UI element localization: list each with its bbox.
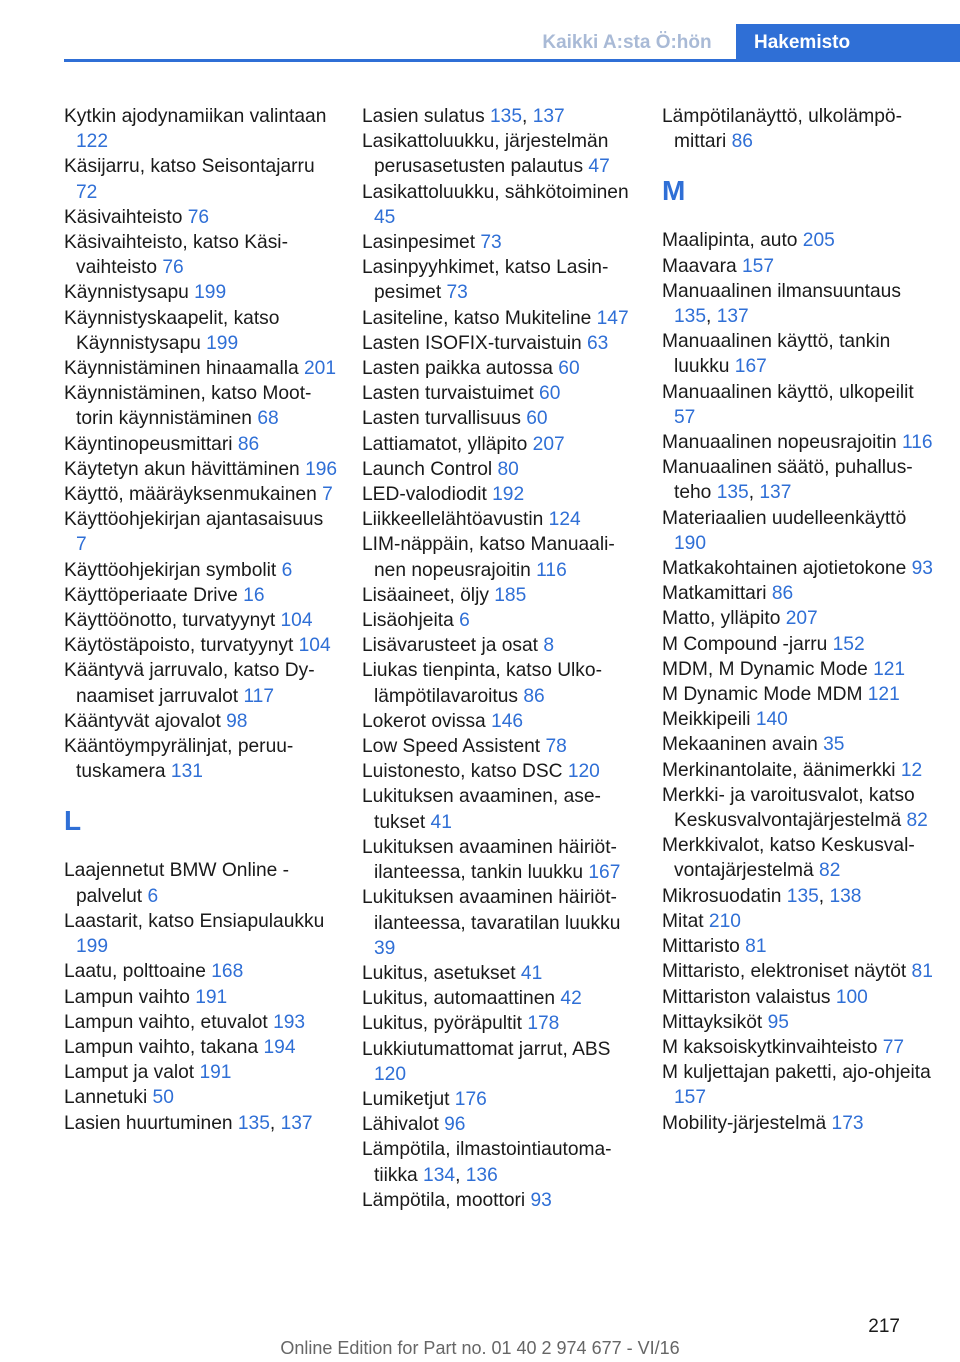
page-ref-link[interactable]: 8 — [543, 635, 554, 657]
page-ref-link[interactable]: 176 — [454, 1088, 487, 1110]
index-entry — [64, 104, 339, 154]
page-ref-link[interactable]: 167 — [588, 862, 621, 884]
index-term: Käynnistäminen, katso Moottorin käynnistäminen — [64, 383, 312, 430]
page-ref-link[interactable]: 6 — [459, 610, 470, 632]
index-entry — [662, 959, 937, 984]
index-term: Lokerot ovissa — [362, 710, 492, 732]
index-term: Matkamittari — [662, 583, 772, 605]
index-term: Lämpötila, ilmastointiautomatiikka — [362, 1139, 612, 1186]
page-ref-link[interactable]: 120 — [567, 761, 600, 783]
page-ref-link[interactable]: 86 — [731, 131, 753, 153]
index-term: Lisävarusteet ja osat — [362, 635, 544, 657]
page-ref-link[interactable]: 98 — [226, 710, 248, 732]
page-ref-link[interactable]: 76 — [162, 257, 184, 279]
index-term: Low Speed Assistent — [362, 736, 546, 758]
page-ref-link[interactable]: 7 — [76, 534, 87, 556]
index-term: Käynnistäminen hinaamalla — [64, 358, 304, 380]
page-ref-link[interactable]: 167 — [734, 356, 767, 378]
page-ref-link[interactable]: 117 — [243, 685, 275, 707]
page-ref-link[interactable]: 135 — [716, 482, 749, 504]
index-term: Merkkivalot, katso Keskusvalvontajärjestelmä — [662, 835, 915, 882]
page-ref-link[interactable]: 6 — [147, 885, 159, 907]
page-ref-link[interactable]: 80 — [497, 458, 519, 480]
index-entry — [64, 457, 339, 482]
index-term: Luistonesto, katso DSC — [362, 761, 568, 783]
index-term: Mobility-järjestelmä — [662, 1112, 832, 1134]
index-entry — [662, 682, 937, 707]
page-ref-link[interactable]: 135 — [786, 885, 819, 907]
index-entry — [362, 709, 637, 734]
index-entry — [362, 835, 637, 885]
index-entry — [362, 432, 637, 457]
page-ref-link[interactable]: 207 — [785, 608, 818, 630]
index-term: M Compound -jarru — [662, 633, 833, 655]
section-title: Kaikki A:sta Ö:hön — [542, 32, 712, 53]
index-entry — [362, 633, 637, 658]
index-term: Lasten ISOFIX-turvaistuin — [362, 332, 588, 354]
page-ref-link[interactable]: 152 — [832, 633, 865, 655]
page-ref-link[interactable]: 93 — [530, 1189, 552, 1211]
page-ref-link[interactable]: 72 — [76, 181, 98, 203]
index-entry — [64, 1085, 339, 1110]
page-ref-link[interactable]: 193 — [273, 1011, 306, 1033]
page-ref-link[interactable]: 146 — [491, 710, 524, 732]
index-term: Käyttöohjekirjan ajantasaisuus — [64, 509, 324, 531]
page-ref-link[interactable]: 95 — [767, 1011, 789, 1033]
index-entry — [64, 1010, 339, 1035]
page-ref-link[interactable]: 39 — [374, 937, 396, 959]
index-term: Materiaalien uudelleenkäyttö — [662, 507, 907, 529]
index-column-2 — [362, 104, 637, 1213]
index-term: Käsijarru, katso Seisontajarru — [64, 156, 315, 178]
index-entry — [362, 532, 637, 582]
index-term: Liikkeellelähtöavustin — [362, 509, 549, 531]
index-term: LIM-näppäin, katso Manuaalinen nopeusrajoitin — [362, 534, 615, 581]
page-ref-link[interactable]: 137 — [759, 482, 792, 504]
index-entry — [362, 1011, 637, 1036]
index-term: Lampun vaihto, takana — [64, 1036, 264, 1058]
index-term: Mittaristo — [662, 936, 746, 958]
index-entry — [362, 406, 637, 431]
page-ref-link[interactable]: 93 — [911, 558, 933, 580]
index-entry — [362, 784, 637, 834]
index-entry — [662, 1111, 937, 1136]
index-term: Käyttöohjekirjan symbolit — [64, 559, 282, 581]
index-term: Lasinpesimet — [362, 232, 481, 254]
index-entry — [362, 1112, 637, 1137]
index-term: Lukituksen avaaminen häiriötilanteessa, tavaratilan luukku — [362, 887, 621, 934]
index-term: Kytkin ajodynamiikan valintaan — [64, 106, 327, 127]
index-entry — [662, 581, 937, 606]
index-entry — [662, 104, 937, 154]
index-entry — [64, 909, 339, 959]
page-ref-link[interactable]: 140 — [755, 709, 788, 731]
index-term: M kaksoiskytkinvaihteisto — [662, 1036, 883, 1058]
index-term: Laajennetut BMW Online -palvelut — [64, 860, 290, 907]
index-term: Lukitus, pyöräpultit — [362, 1013, 528, 1035]
page-ref-link[interactable]: 135 — [674, 306, 707, 328]
index-entry — [64, 306, 339, 356]
index-entry — [362, 734, 637, 759]
index-term: MDM, M Dynamic Mode — [662, 658, 874, 680]
index-entry — [64, 985, 339, 1010]
index-entry — [362, 507, 637, 532]
index-term: Lumiketjut — [362, 1088, 455, 1110]
index-term: Käynnistysapu — [64, 282, 195, 304]
page-ref-link[interactable]: 137 — [280, 1112, 313, 1134]
page-ref-link[interactable]: 45 — [374, 206, 396, 228]
page-ref-link[interactable]: 207 — [532, 433, 565, 455]
page-ref-link[interactable]: 104 — [280, 610, 313, 632]
index-entry — [64, 709, 339, 734]
page-ref-link[interactable]: 131 — [170, 761, 203, 783]
index-term: Käyttö, määräyksenmukainen — [64, 484, 323, 506]
index-entry — [662, 985, 937, 1010]
index-entry — [362, 885, 637, 961]
index-term: Lukituksen avaaminen, asetukset — [362, 786, 601, 833]
index-entry — [362, 482, 637, 507]
index-term: Lukituksen avaaminen häiriötilanteessa, tankin luukku — [362, 836, 617, 884]
index-entry — [662, 657, 937, 682]
index-term: Manuaalinen nopeusrajoitin — [662, 432, 903, 454]
page-ref-link[interactable]: 137 — [716, 306, 749, 328]
index-entry: Lämpötila, ilmastointiautomatiikka 134, 136 — [362, 1139, 612, 1186]
page-ref-link[interactable]: 68 — [257, 408, 279, 430]
page-ref-link[interactable]: 12 — [900, 759, 923, 781]
index-entry — [662, 783, 937, 833]
index-entry — [64, 1035, 339, 1060]
page-ref-link[interactable]: 82 — [819, 860, 841, 882]
page-ref-link[interactable]: 41 — [430, 811, 452, 833]
page-ref-link[interactable]: 7 — [322, 484, 333, 506]
index-term: Manuaalinen säätö, puhallusteho — [662, 457, 913, 504]
index-entry — [362, 583, 637, 608]
index-term: Liukas tienpinta, katso Ulkolämpötilavaroitus — [362, 660, 602, 707]
index-entry — [362, 759, 637, 784]
index-term: Lasiteline, katso Mukiteline — [362, 307, 597, 329]
page-ref-link[interactable]: 121 — [867, 684, 900, 706]
page-ref-link[interactable]: 135 — [237, 1112, 270, 1134]
index-entry — [662, 732, 937, 757]
index-entry — [64, 633, 339, 658]
index-term: Merkki- ja varoitusvalot, katso Keskusvalvontajärjestelmä — [662, 784, 915, 832]
index-term: Maavara — [662, 255, 742, 277]
index-entry — [64, 482, 339, 507]
index-entry — [662, 1010, 937, 1035]
index-term: Käyttöperiaate Drive — [64, 584, 244, 606]
index-column-3 — [662, 104, 937, 1136]
page-ref-link[interactable]: 137 — [532, 106, 565, 127]
index-entry: Manuaalinen ilmansuuntaus 135, 137 — [662, 280, 901, 328]
page-ref-link[interactable]: 190 — [674, 532, 707, 554]
page-ref-link[interactable]: 192 — [492, 484, 525, 506]
page-ref-link[interactable]: 185 — [494, 584, 527, 606]
index-term: Maalipinta, auto — [662, 230, 803, 252]
index-entry — [662, 430, 937, 455]
page-ref-link[interactable]: 157 — [674, 1087, 707, 1109]
index-entry — [64, 381, 339, 431]
index-term: Mittaristo, elektroniset näytöt — [662, 961, 912, 983]
page-ref-link[interactable]: 76 — [187, 206, 210, 228]
index-term: M kuljettajan paketti, ajo-ohjeita — [662, 1062, 931, 1084]
page-ref-link[interactable]: 134 — [423, 1164, 456, 1186]
index-entry — [64, 154, 339, 204]
page-ref-link[interactable]: 138 — [829, 885, 862, 907]
page-ref-link[interactable]: 104 — [298, 635, 331, 657]
index-term: Manuaalinen käyttö, tankin luukku — [662, 331, 891, 378]
index-term: Lamput ja valot — [64, 1062, 200, 1084]
index-entry — [362, 1087, 637, 1112]
index-term: Lannetuki — [64, 1087, 153, 1109]
page-ref-link[interactable]: 60 — [526, 408, 548, 430]
index-term: Mittariston valaistus — [662, 986, 836, 1008]
index-entry — [362, 356, 637, 381]
index-term: Käynnistyskaapelit, katso Käynnistysapu — [64, 307, 280, 354]
index-entry — [362, 129, 637, 179]
page-ref-link[interactable]: 121 — [873, 658, 906, 680]
index-entry — [662, 707, 937, 732]
index-entry: Manuaalinen säätö, puhallusteho 135, 137 — [662, 457, 913, 504]
index-term: Manuaalinen käyttö, ulkopeilit — [662, 381, 914, 403]
page-ref-link[interactable]: 201 — [303, 358, 336, 380]
index-term: Kääntyvät ajovalot — [64, 710, 227, 732]
index-term: Käyntinopeusmittari — [64, 433, 238, 455]
index-entry — [662, 833, 937, 883]
index-entry — [662, 632, 937, 657]
index-column-1 — [64, 104, 339, 1136]
index-term: M Dynamic Mode MDM — [662, 684, 868, 706]
index-term: Lukitus, asetukset — [362, 962, 521, 984]
index-entry — [362, 961, 637, 986]
page-ref-link[interactable]: 60 — [558, 358, 580, 380]
index-term: Käytöstäpoisto, turvatyynyt — [64, 635, 299, 657]
page-ref-link[interactable]: 73 — [446, 282, 468, 304]
page-ref-link[interactable]: 168 — [211, 961, 244, 983]
page-ref-link[interactable]: 82 — [906, 810, 928, 832]
index-term: Kääntyvä jarruvalo, katso Dynaamiset jarruvalot — [64, 660, 315, 707]
index-term: Lasien huurtuminen — [64, 1112, 238, 1134]
index-entry — [64, 858, 339, 908]
index-term: Käytetyn akun hävittäminen — [64, 458, 306, 480]
index-entry — [662, 254, 937, 279]
index-term: Lähivalot — [362, 1114, 445, 1136]
page-ref-link[interactable]: 77 — [882, 1036, 905, 1058]
page-ref-link[interactable]: 178 — [527, 1013, 560, 1035]
page-ref-link[interactable]: 199 — [76, 936, 109, 958]
index-term: Lasten turvallisuus — [362, 408, 527, 430]
index-entry — [662, 228, 937, 253]
index-term: Lasikattoluukku, sähkötoiminen — [362, 181, 629, 203]
index-entry — [662, 556, 937, 581]
page-ref-link[interactable]: 81 — [745, 936, 767, 958]
index-entry — [662, 506, 937, 556]
index-entry — [64, 280, 339, 305]
index-term: Manuaalinen ilmansuuntaus — [662, 280, 901, 302]
index-entry — [64, 959, 339, 984]
index-term: Mikrosuodatin — [662, 885, 787, 907]
page-ref-link[interactable]: 42 — [560, 988, 582, 1010]
edition-footer: Online Edition for Part no. 01 40 2 974 677 - VI/16 — [280, 1338, 680, 1358]
index-entry — [662, 1035, 937, 1060]
index-entry — [662, 329, 937, 379]
index-entry — [362, 230, 637, 255]
page-ref-link[interactable]: 78 — [545, 736, 567, 758]
index-entry — [362, 608, 637, 633]
page-ref-link[interactable]: 100 — [835, 986, 868, 1008]
index-entry — [362, 331, 637, 356]
index-entry — [64, 356, 339, 381]
page-ref-link[interactable]: 81 — [911, 961, 933, 983]
page-number: 217 — [868, 1316, 900, 1337]
index-entry — [362, 1037, 637, 1087]
index-letter-heading: L — [64, 805, 82, 837]
page-ref-link[interactable]: 199 — [194, 282, 227, 304]
index-term: Lukitus, automaattinen — [362, 988, 561, 1010]
index-entry — [64, 230, 339, 280]
index-entry — [64, 558, 339, 583]
index-entry — [362, 180, 637, 230]
page-ref-link[interactable]: 147 — [596, 307, 629, 329]
index-term: Käsivaihteisto, katso Käsivaihteisto — [64, 232, 288, 279]
page-ref-link[interactable]: 35 — [823, 734, 845, 756]
page-ref-link[interactable]: 50 — [152, 1087, 174, 1109]
index-entry — [362, 457, 637, 482]
index-entry — [362, 1188, 637, 1213]
index-term: Lampun vaihto, etuvalot — [64, 1011, 274, 1033]
index-term: Lasinpyyhkimet, katso Lasinpesimet — [362, 257, 609, 304]
index-term: Mekaaninen avain — [662, 734, 824, 756]
index-term: Lasten turvaistuimet — [362, 383, 540, 405]
page-ref-link[interactable]: 136 — [465, 1164, 498, 1186]
index-entry — [662, 1060, 937, 1110]
index-term: Lasikattoluukku, järjestelmän perusasetusten palautus — [362, 131, 609, 178]
index-tab[interactable]: Hakemisto — [736, 24, 960, 62]
index-entry — [64, 205, 339, 230]
index-entry: Lasien sulatus 135, 137 — [362, 106, 565, 127]
page-ref-link[interactable]: 205 — [802, 230, 835, 252]
page-ref-link[interactable]: 135 — [490, 106, 523, 127]
page-ref-link[interactable]: 120 — [374, 1063, 407, 1085]
page-ref-link[interactable]: 86 — [523, 685, 545, 707]
index-entry — [64, 608, 339, 633]
page-ref-link[interactable]: 60 — [539, 383, 561, 405]
index-letter-heading: M — [662, 175, 686, 207]
index-term: Lattiamatot, ylläpito — [362, 433, 533, 455]
index-term: Matto, ylläpito — [662, 608, 786, 630]
index-entry — [362, 381, 637, 406]
index-entry — [64, 432, 339, 457]
index-term: Lasien sulatus — [362, 106, 490, 127]
page-ref-link[interactable]: 157 — [741, 255, 774, 277]
page-ref-link[interactable]: 86 — [237, 433, 260, 455]
page-ref-link[interactable]: 196 — [305, 458, 338, 480]
index-term: Launch Control — [362, 458, 498, 480]
page-ref-link[interactable]: 63 — [587, 332, 609, 354]
page-ref-link[interactable]: 41 — [520, 962, 543, 984]
index-entry — [362, 986, 637, 1011]
index-term: Lasten paikka autossa — [362, 358, 559, 380]
page-ref-link[interactable]: 96 — [444, 1114, 466, 1136]
index-entry — [662, 909, 937, 934]
index-term: Lukkiutumattomat jarrut, ABS — [362, 1038, 611, 1060]
index-entry — [662, 934, 937, 959]
index-term: Kääntöympyrälinjat, peruutuskamera — [64, 736, 294, 783]
page-ref-link[interactable]: 191 — [195, 986, 228, 1008]
index-term: Mitat — [662, 910, 709, 932]
index-term: Lämpötila, moottori — [362, 1189, 531, 1211]
page-ref-link[interactable]: 73 — [480, 232, 502, 254]
page-ref-link[interactable]: 86 — [771, 583, 794, 605]
index-entry — [64, 658, 339, 708]
index-entry: Mikrosuodatin 135, 138 — [662, 885, 862, 907]
page-ref-link[interactable]: 116 — [536, 559, 567, 581]
header-rule — [64, 59, 960, 62]
page-ref-link[interactable]: 191 — [199, 1062, 232, 1084]
page-ref-link[interactable]: 124 — [548, 509, 581, 531]
page-ref-link[interactable]: 116 — [902, 432, 933, 454]
index-term: Mittayksiköt — [662, 1011, 768, 1033]
index-term: Lisäohjeita — [362, 610, 460, 632]
index-entry: Lasien huurtuminen 135, 137 — [64, 1112, 313, 1134]
index-term: LED-valodiodit — [362, 484, 493, 506]
page-ref-link[interactable]: 6 — [281, 559, 293, 581]
index-term: Lampun vaihto — [64, 986, 196, 1008]
page-header — [0, 0, 960, 62]
index-term: Käsivaihteisto — [64, 206, 188, 228]
index-entry — [362, 306, 637, 331]
page-ref-link[interactable]: 47 — [588, 156, 610, 178]
index-entry — [662, 606, 937, 631]
index-entry — [64, 1060, 339, 1085]
page-ref-link[interactable]: 199 — [206, 332, 239, 354]
index-entry — [662, 380, 937, 430]
page-ref-link[interactable]: 210 — [708, 910, 741, 932]
index-entry — [662, 758, 937, 783]
page-ref-link[interactable]: 16 — [243, 584, 265, 606]
index-term: Käyttöönotto, turvatyynyt — [64, 610, 281, 632]
index-term: Lisäaineet, öljy — [362, 584, 495, 606]
index-term: Lämpötilanäyttö, ulkolämpömittari — [662, 106, 902, 153]
index-term: Laatu, polttoaine — [64, 961, 212, 983]
index-term: Matkakohtainen ajotietokone — [662, 558, 912, 580]
page-ref-link[interactable]: 194 — [263, 1036, 296, 1058]
index-entry — [64, 583, 339, 608]
index-term: Meikkipeili — [662, 709, 756, 731]
page-ref-link[interactable]: 57 — [674, 406, 696, 428]
index-entry — [64, 734, 339, 784]
index-entry — [362, 658, 637, 708]
index-entry — [362, 255, 637, 305]
index-term: Merkinantolaite, äänimerkki — [662, 759, 901, 781]
page-ref-link[interactable]: 173 — [831, 1112, 864, 1134]
index-term: Laastarit, katso Ensiapulaukku — [64, 910, 325, 932]
index-entry — [64, 507, 339, 557]
page-ref-link[interactable]: 122 — [76, 131, 109, 153]
